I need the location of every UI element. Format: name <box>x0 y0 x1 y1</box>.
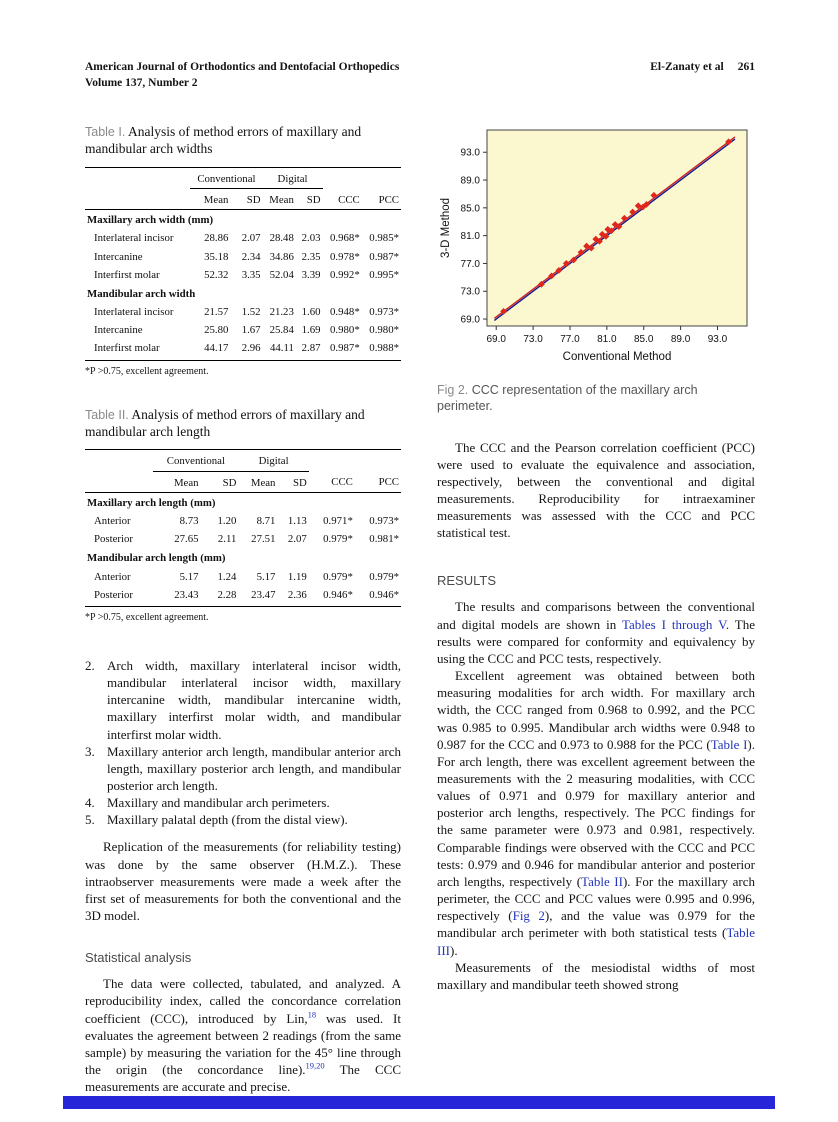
table-header-cell: Digital <box>263 167 323 188</box>
table-cell: 21.57 <box>204 306 229 319</box>
table-header-cell: PCC <box>355 471 401 492</box>
table-header-cell: Digital <box>238 450 308 471</box>
table2-footnote: *P >0.75, excellent agreement. <box>85 611 209 623</box>
table-row <box>85 229 401 247</box>
table-row <box>85 568 401 586</box>
table-cell: 0.979* <box>369 570 399 583</box>
table-cell: 2.28 <box>201 586 239 607</box>
table-header-cell <box>355 450 401 471</box>
table-cell: 0.992* <box>330 268 360 281</box>
table-cell: 1.20 <box>217 514 237 527</box>
table-cell: 0.978* <box>330 250 360 263</box>
page-number: 261 <box>737 61 755 73</box>
table-cell: 2.11 <box>217 533 237 546</box>
table1-caption <box>85 124 401 158</box>
table-cell: 21.23 <box>269 306 294 319</box>
table-cell: 2.07 <box>241 232 261 245</box>
table-row <box>85 530 401 548</box>
numbered-list <box>85 657 401 829</box>
table-cell: 0.979* <box>323 533 353 546</box>
table-cell: 27.51 <box>251 533 276 546</box>
table-cell: 34.86 <box>269 250 294 263</box>
journal-title: American Journal of Orthodontics and Dentofacial Orthopedics <box>85 61 400 73</box>
table-header-cell: CCC <box>309 471 355 492</box>
y-axis-label: 3-D Method <box>440 197 452 259</box>
table2-caption-text: Analysis of method errors of maxillary and mandibular arch length <box>85 406 365 439</box>
list-item <box>85 743 401 794</box>
list-item-text: Maxillary and mandibular arch perimeters. <box>107 795 330 811</box>
table-cell: 8.71 <box>256 514 276 527</box>
table-cell: 1.19 <box>287 570 307 583</box>
table-cell: 28.86 <box>204 232 229 245</box>
table-cell: 44.17 <box>190 339 230 360</box>
x-tick-label: 81.0 <box>597 334 617 345</box>
x-tick-label: 77.0 <box>560 334 580 345</box>
text-segment: The CCC measurements are accurate and precise. <box>85 1062 401 1095</box>
table-header-cell: Conventional <box>153 450 238 471</box>
page-header <box>85 60 755 91</box>
table-cell: 0.995* <box>369 268 399 281</box>
table-cell: 0.985* <box>369 232 399 245</box>
table-cell: 2.03 <box>301 232 321 245</box>
table-cell: 0.980* <box>330 324 360 337</box>
table-cell: 0.987* <box>323 339 362 360</box>
x-tick-label: 73.0 <box>523 334 543 345</box>
scatter-plot-svg <box>437 124 755 372</box>
table-header-cell: Mean <box>238 471 277 492</box>
table-header-cell: Mean <box>153 471 200 492</box>
table-cell: 1.67 <box>241 324 261 337</box>
table-cell: 0.981* <box>369 533 399 546</box>
table-cell: 23.43 <box>153 586 200 607</box>
table-header-cell <box>85 471 153 492</box>
table-cell: Posterior <box>85 586 153 607</box>
table-cell: 52.32 <box>204 268 229 281</box>
table-row <box>85 339 401 360</box>
fig2-caption-text: CCC representation of the maxillary arch perimeter. <box>437 383 698 414</box>
cross-reference-link[interactable]: Table II <box>581 873 623 889</box>
table-cell: 8.73 <box>179 514 199 527</box>
journal-info <box>85 60 399 91</box>
table-cell: Posterior <box>94 533 133 546</box>
table-header-cell <box>362 167 401 188</box>
table-cell: 44.11 <box>263 339 296 360</box>
table-cell: 0.979* <box>323 570 353 583</box>
table-header-cell <box>323 167 362 188</box>
y-tick-label: 85.0 <box>460 203 480 215</box>
table-cell: 1.24 <box>217 570 237 583</box>
table1-footnote: *P >0.75, excellent agreement. <box>85 365 209 377</box>
left-column <box>85 124 401 1095</box>
text-segment: Excellent agreement was obtained between both measuring modalities for arch width. For maxillary arch width, the CCC ranged from 0.968 to 0.992, and the PCC was 0.985 to 0.995. Mandibular arch widths were 0.948 to 0.987 for the CCC and 0.973 to 0.988 for the PCC ( <box>437 668 755 752</box>
heading-statistical-analysis: Statistical analysis <box>85 950 192 966</box>
cross-reference-link[interactable]: Fig 2 <box>512 908 545 924</box>
table1-container <box>85 167 401 361</box>
y-tick-label: 81.0 <box>460 231 480 243</box>
table-row <box>85 512 401 530</box>
table-cell: 52.04 <box>269 268 294 281</box>
table-row <box>85 303 401 321</box>
list-item-text: Arch width, maxillary interlateral incisor width, mandibular interlateral incisor width, maxillary intercanine width, mandibular intercanine width, maxillary interfirst molar width, and mandibular interfirst molar width. <box>107 657 401 742</box>
text-segment: ). For arch length, there was excellent agreement between the measurements with the 2 measuring modalities, with CCC values of 0.971 and 0.979 for maxillary anterior and posterior arch lengths, respectively. The PCC findings for the same parameter were 0.973 and 0.981, respectively. Comparable findings were observed with the CCC and PCC tests: 0.979 and 0.946 for mandibular anterior and posterior arch lengths, respectively ( <box>437 736 755 889</box>
text-segment: The data were collected, tabulated, and analyzed. A reproducibility index, called the concordance correlation coefficient (CCC), introduced by Lin, <box>85 976 401 1026</box>
table-cell: 0.987* <box>369 250 399 263</box>
table-cell: 2.96 <box>230 339 262 360</box>
table-cell: Interfirst molar <box>94 268 160 281</box>
table-cell: 0.973* <box>369 514 399 527</box>
text-segment: ). <box>450 942 458 958</box>
data-table <box>85 449 401 607</box>
table-cell: 3.35 <box>241 268 261 281</box>
table-header-cell: SD <box>201 471 239 492</box>
table-cell: 2.87 <box>296 339 323 360</box>
table-row <box>85 321 401 339</box>
table-header-cell <box>85 188 190 209</box>
table-cell: Anterior <box>94 570 131 583</box>
list-item <box>85 811 401 828</box>
table-header-cell <box>85 167 190 188</box>
list-item-number: 4. <box>85 795 95 811</box>
table-cell: 0.988* <box>362 339 401 360</box>
table-cell: 0.971* <box>323 514 353 527</box>
y-tick-label: 77.0 <box>460 258 480 270</box>
table-header-cell: CCC <box>323 188 362 209</box>
table-cell: Mandibular arch width <box>87 287 196 300</box>
y-tick-label: 89.0 <box>460 175 480 187</box>
table2-container <box>85 449 401 607</box>
para-results-1 <box>437 598 755 667</box>
cross-reference-link[interactable]: 19,20 <box>305 1060 325 1071</box>
bottom-blue-bar <box>63 1096 775 1109</box>
table2-caption-label: Table II. <box>85 407 129 422</box>
text-segment: . The results were compared for conformity and equivalency by using the CCC and PCC tests, respectively. <box>437 616 755 666</box>
table-header-cell: SD <box>277 471 308 492</box>
table-header-cell: Mean <box>263 188 296 209</box>
list-item <box>85 794 401 811</box>
para-replication: Replication of the measurements (for reliability testing) was done by the same observer (H.M.Z.). These intraobserver measurements were made a week after the first set of measurements for both the conventional and the 3D model. <box>85 839 401 924</box>
table-header-cell <box>309 450 355 471</box>
table-section-row <box>85 284 401 303</box>
table-header-cell: SD <box>230 188 262 209</box>
table-cell: 1.60 <box>301 306 321 319</box>
table-cell: 2.35 <box>301 250 321 263</box>
table-section-row <box>85 210 401 230</box>
para-results-2 <box>437 667 755 959</box>
table-cell: Maxillary arch length (mm) <box>87 496 216 509</box>
table-cell: 28.48 <box>269 232 294 245</box>
text-segment: was used. It evaluates the agreement between 2 readings (from the same sample) by measuring the variation for the 45° line through the origin (the concordance line). <box>85 1010 401 1077</box>
list-item-number: 3. <box>85 743 95 759</box>
table-header-cell <box>85 450 153 471</box>
table1-caption-text: Analysis of method errors of maxillary and mandibular arch widths <box>85 124 362 156</box>
journal-issue: Volume 137, Number 2 <box>85 76 198 89</box>
para-statistical-analysis <box>85 975 401 1095</box>
ccc-scatter-chart <box>437 124 755 372</box>
list-item-number: 2. <box>85 657 95 673</box>
table2-caption <box>85 407 401 441</box>
table-row <box>85 586 401 607</box>
list-item-text: Maxillary palatal depth (from the distal view). <box>107 812 348 828</box>
table-cell: 25.84 <box>269 324 294 337</box>
table-cell: Interlateral incisor <box>94 306 174 319</box>
heading-results: RESULTS <box>437 573 496 589</box>
y-tick-label: 93.0 <box>460 147 480 159</box>
fig2-caption-label: Fig 2. <box>437 383 469 397</box>
table-cell: 35.18 <box>204 250 229 263</box>
text-segment: The results and comparisons between the conventional and digital models are shown in <box>437 599 755 632</box>
table-cell: 1.13 <box>287 514 307 527</box>
list-item-text: Maxillary anterior arch length, mandibular anterior arch length, maxillary posterior arch length, and mandibular posterior arch length. <box>107 743 401 793</box>
cross-reference-link[interactable]: 18 <box>307 1009 317 1020</box>
fig2-caption <box>437 382 755 415</box>
table-cell: 0.948* <box>330 306 360 319</box>
para-ccc-pcc: The CCC and the Pearson correlation coefficient (PCC) were used to evaluate the equivalence and association, respectively, between the conventional and digital measurements. Reproducibility for intraexaminer measurements was assessed with the CCC and PCC statistical test. <box>437 439 755 541</box>
x-tick-label: 85.0 <box>634 334 654 345</box>
cross-reference-link[interactable]: Table III <box>437 925 755 958</box>
table-header-cell: Conventional <box>190 167 262 188</box>
table-cell: 0.968* <box>330 232 360 245</box>
table-cell: 2.36 <box>277 586 308 607</box>
table-row <box>85 248 401 266</box>
table-cell: 1.52 <box>241 306 261 319</box>
table-cell: 27.65 <box>174 533 199 546</box>
list-item <box>85 657 401 743</box>
table-cell: 3.39 <box>301 268 321 281</box>
x-axis-label: Conventional Method <box>562 351 672 363</box>
data-table <box>85 167 401 361</box>
table-cell: Intercanine <box>94 250 143 263</box>
table-cell: Intercanine <box>94 324 143 337</box>
cross-reference-link[interactable]: Table I <box>710 736 748 752</box>
y-tick-label: 73.0 <box>460 286 480 298</box>
x-tick-label: 93.0 <box>707 334 728 345</box>
table-cell: 0.946* <box>309 586 355 607</box>
running-authors: El-Zanaty et al <box>650 61 724 73</box>
table-section-row <box>85 492 401 512</box>
table-header-cell: SD <box>296 188 323 209</box>
table-cell: Interlateral incisor <box>94 232 174 245</box>
table-cell: 0.946* <box>355 586 401 607</box>
table-cell: 1.69 <box>301 324 321 337</box>
right-column <box>437 124 755 993</box>
table-header-cell: PCC <box>362 188 401 209</box>
x-tick-label: 89.0 <box>670 334 691 345</box>
y-tick-label: 69.0 <box>460 314 480 326</box>
x-tick-label: 69.0 <box>486 334 506 345</box>
table-cell: Anterior <box>94 514 131 527</box>
table-cell: Mandibular arch length (mm) <box>87 552 226 565</box>
table-cell: 25.80 <box>204 324 229 337</box>
cross-reference-link[interactable]: Tables I through V <box>621 616 726 632</box>
table-cell: Maxillary arch width (mm) <box>87 214 214 227</box>
table-cell: 0.973* <box>369 306 399 319</box>
table-cell: 23.47 <box>238 586 277 607</box>
running-head <box>650 60 755 91</box>
table-row <box>85 266 401 284</box>
table-cell: 0.980* <box>369 324 399 337</box>
para-results-3: Measurements of the mesiodistal widths of most maxillary and mandibular teeth showed strong <box>437 959 755 992</box>
list-item-number: 5. <box>85 812 95 828</box>
table-header-cell: Mean <box>190 188 230 209</box>
text-segment: ). For the maxillary arch perimeter, the CCC and PCC values were 0.995 and 0.996, respectively ( <box>437 873 755 924</box>
table-section-row <box>85 548 401 567</box>
table1-caption-label: Table I. <box>85 125 126 139</box>
text-segment: ), and the value was 0.979 for the mandibular arch perimeter with both statistical tests ( <box>437 908 756 941</box>
table-cell: 5.17 <box>256 570 276 583</box>
table-cell: 2.07 <box>287 533 307 546</box>
table-cell: 2.34 <box>241 250 261 263</box>
table-cell: 5.17 <box>179 570 199 583</box>
table-cell: Interfirst molar <box>85 339 190 360</box>
